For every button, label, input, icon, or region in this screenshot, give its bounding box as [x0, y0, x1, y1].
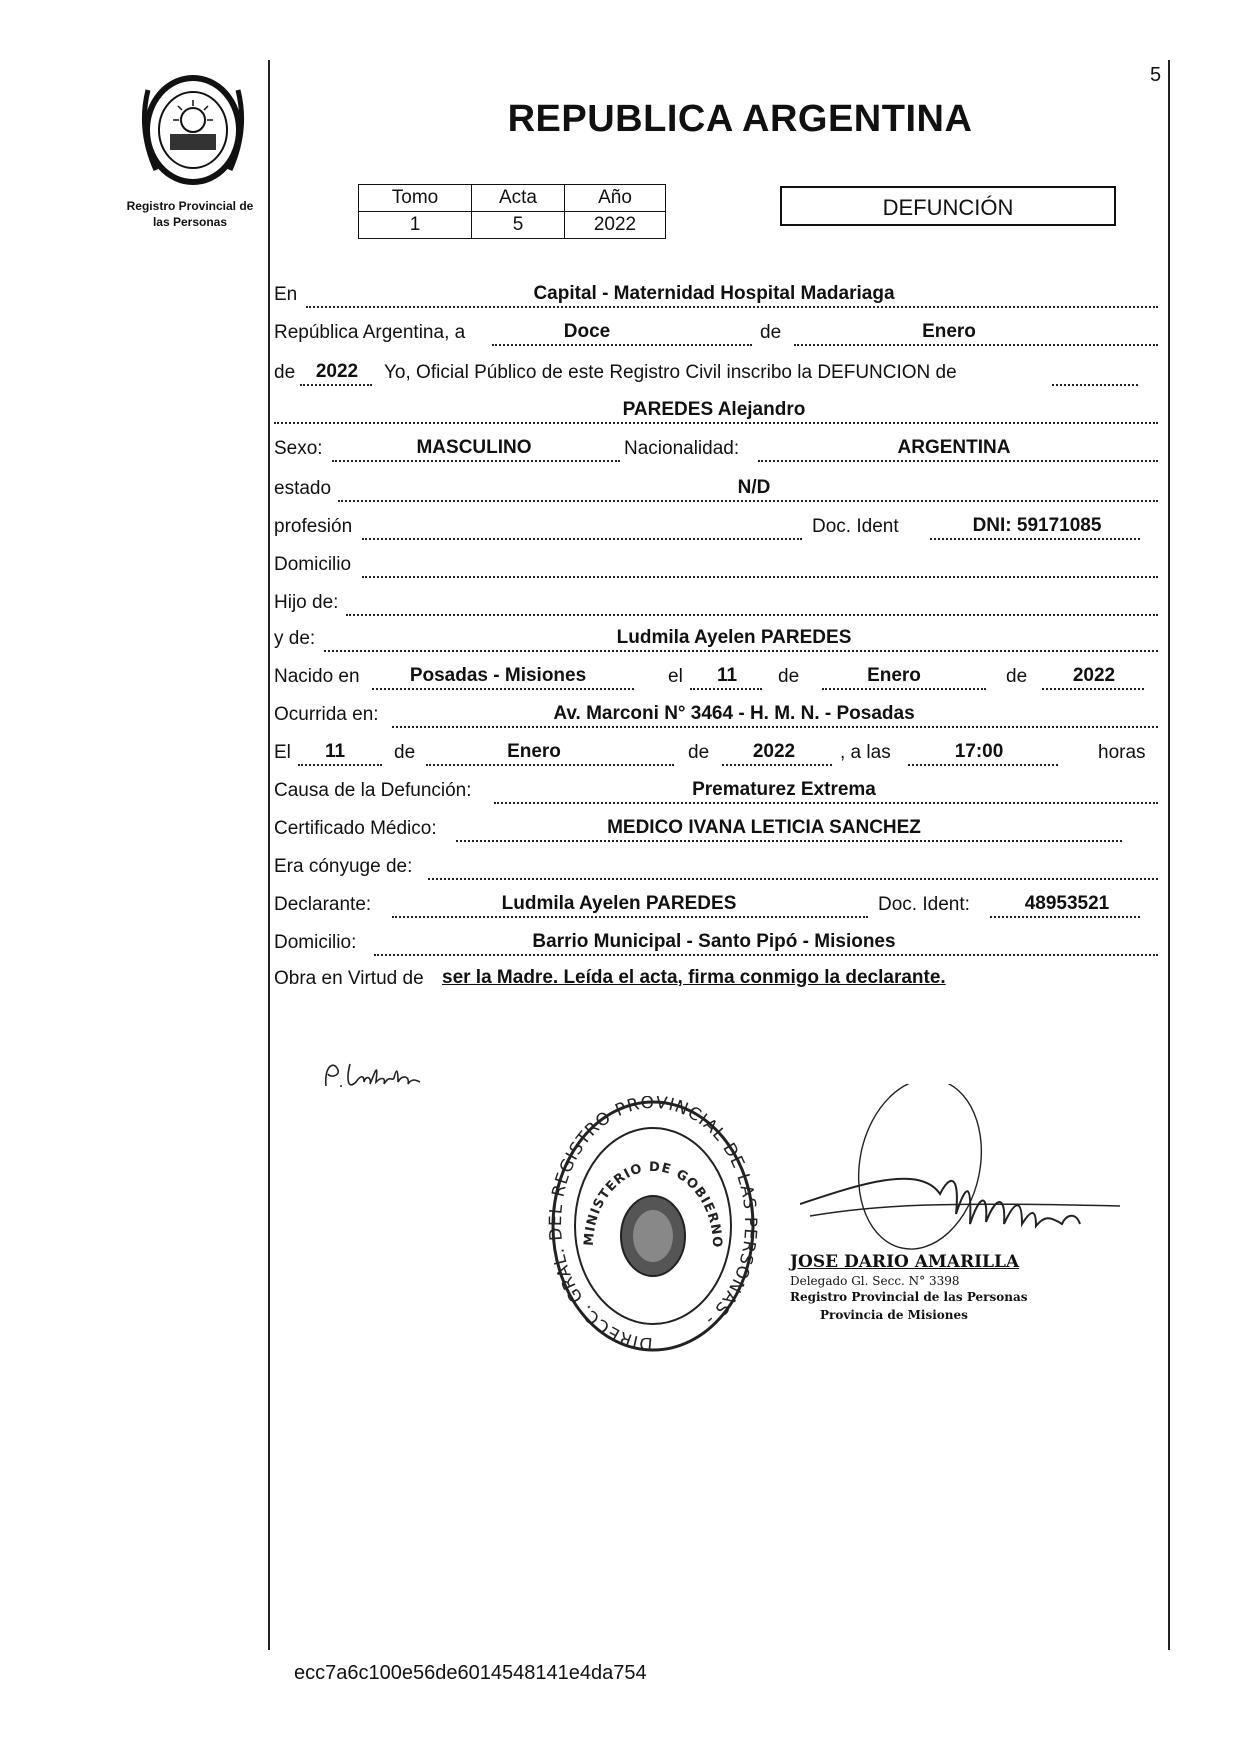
row-fecha	[274, 314, 1160, 350]
registry-logo	[128, 70, 258, 190]
nacido-lugar-value: Posadas - Misiones	[409, 665, 587, 686]
doc2-value: 48953521	[1024, 893, 1110, 914]
el-label: el	[668, 666, 683, 687]
row-certificado	[274, 810, 1160, 846]
obra-value: ser la Madre. Leída el acta, firma conmigo la declarante.	[442, 967, 946, 988]
declarante-value: Ludmila Ayelen PAREDES	[501, 893, 737, 914]
right-margin-line	[1168, 60, 1170, 1650]
def-mes-value: Enero	[507, 741, 561, 762]
sexo-value: MASCULINO	[416, 437, 532, 458]
nacido-label: Nacido en	[274, 666, 360, 687]
doc-ident-label: Doc. Ident	[812, 516, 899, 537]
dia-value: Doce	[563, 321, 611, 342]
a-las-label: , a las	[840, 742, 891, 763]
declarante-signature	[320, 1056, 430, 1101]
tomo-value: 1	[359, 212, 472, 239]
de5-label: de	[394, 742, 416, 763]
dotted-line	[362, 548, 1158, 578]
official-signer-block	[790, 1252, 1120, 1322]
dotted-line	[1052, 356, 1138, 386]
declarante-label: Declarante:	[274, 894, 372, 915]
row-hijo	[274, 584, 1160, 620]
obra-label: Obra en Virtud de	[274, 968, 424, 989]
row-madre	[274, 620, 1160, 656]
mes-value: Enero	[922, 321, 976, 342]
inscribo-text: Yo, Oficial Público de este Registro Civil inscribo la DEFUNCION de	[384, 362, 957, 383]
row-nacimiento	[274, 658, 1160, 694]
def-dia-value: 11	[324, 741, 346, 762]
row-obra	[274, 960, 1160, 996]
tomo-header: Tomo	[359, 185, 472, 212]
nombre-fallecido-value: PAREDES Alejandro	[622, 399, 806, 420]
de4-label: de	[1006, 666, 1028, 687]
de6-label: de	[688, 742, 710, 763]
en-label: En	[274, 284, 298, 305]
nac-dia-value: 11	[716, 665, 738, 686]
domicilio2-value: Barrio Municipal - Santo Pipó - Misiones	[532, 931, 896, 952]
profesion-label: profesión	[274, 516, 353, 537]
republica-label: República Argentina, a	[274, 322, 466, 343]
row-fecha-defuncion	[274, 734, 1160, 770]
act-type-label: DEFUNCIÓN	[882, 195, 1014, 220]
domicilio2-label: Domicilio:	[274, 932, 357, 953]
nac-mes-value: Enero	[867, 665, 921, 686]
row-inscripcion	[274, 354, 1160, 390]
row-ocurrida	[274, 696, 1160, 732]
page-number: 5	[1150, 64, 1162, 86]
de-label: de	[760, 322, 782, 343]
anio-value: 2022	[565, 212, 666, 239]
dotted-line	[428, 850, 1158, 880]
sexo-label: Sexo:	[274, 438, 323, 459]
row-nombre	[274, 392, 1160, 428]
anio-inscripcion-value: 2022	[315, 361, 359, 382]
row-domicilio	[274, 546, 1160, 582]
madre-value: Ludmila Ayelen PAREDES	[616, 627, 852, 648]
row-sexo	[274, 430, 1160, 466]
nac-anio-value: 2022	[1072, 665, 1116, 686]
row-causa	[274, 772, 1160, 808]
row-declarante	[274, 886, 1160, 922]
acta-value: 5	[472, 212, 565, 239]
horas-label: horas	[1098, 742, 1146, 763]
de2-label: de	[274, 362, 296, 383]
certificado-label: Certificado Médico:	[274, 818, 437, 839]
document-hash: ecc7a6c100e56de6014548141e4da754	[294, 1662, 647, 1684]
hijo-label: Hijo de:	[274, 592, 339, 613]
act-type-box	[780, 186, 1116, 226]
logo-caption	[100, 198, 280, 230]
def-hora-value: 17:00	[954, 741, 1004, 762]
causa-value: Prematurez Extrema	[692, 779, 876, 800]
official-province: Provincia de Misiones	[820, 1308, 968, 1322]
official-title: Delegado Gl. Secc. N° 3398	[790, 1274, 960, 1288]
ocurrida-value: Av. Marconi N° 3464 - H. M. N. - Posadas	[553, 703, 915, 724]
official-name: JOSE DARIO AMARILLA	[790, 1252, 1020, 1272]
yde-label: y de:	[274, 628, 316, 649]
row-lugar	[274, 276, 1160, 312]
nacionalidad-label: Nacionalidad:	[624, 438, 740, 459]
left-margin-line	[268, 60, 270, 1650]
nacionalidad-value: ARGENTINA	[897, 437, 1011, 458]
registry-table	[358, 184, 666, 239]
row-estado	[274, 470, 1160, 506]
official-signature	[800, 1084, 1130, 1279]
doc-ident-value: DNI: 59171085	[972, 515, 1102, 536]
official-seal	[548, 1096, 758, 1361]
def-anio-value: 2022	[752, 741, 796, 762]
ocurrida-label: Ocurrida en:	[274, 704, 379, 725]
dotted-line	[346, 586, 1158, 616]
logo-caption-line-1: Registro Provincial de	[126, 199, 254, 213]
row-domicilio-declarante	[274, 924, 1160, 960]
domicilio-label: Domicilio	[274, 554, 352, 575]
row-profesion	[274, 508, 1160, 544]
logo-caption-line-2: las Personas	[152, 215, 228, 229]
doc2-label: Doc. Ident:	[878, 894, 970, 915]
dotted-line	[362, 510, 802, 540]
estado-value: N/D	[737, 477, 771, 498]
de3-label: de	[778, 666, 800, 687]
certificado-value: MEDICO IVANA LETICIA SANCHEZ	[607, 817, 921, 838]
el2-label: El	[274, 742, 291, 763]
page-title: REPUBLICA ARGENTINA	[507, 98, 973, 140]
official-org: Registro Provincial de las Personas	[790, 1290, 1028, 1304]
conyuge-label: Era cónyuge de:	[274, 856, 413, 877]
causa-label: Causa de la Defunción:	[274, 780, 472, 801]
lugar-value: Capital - Maternidad Hospital Madariaga	[533, 283, 895, 304]
row-conyuge	[274, 848, 1160, 884]
anio-header: Año	[565, 185, 666, 212]
estado-label: estado	[274, 478, 332, 499]
acta-header: Acta	[472, 185, 565, 212]
svg-text:MINISTERIO DE GOBIERNO: MINISTERIO DE GOBIERNO	[581, 1159, 725, 1249]
svg-text:DIRECC. GRAL. DEL REGISTRO PRO: DIRECC. GRAL. D L REGISTRO PROVINCIAL DE LAS ERSONAS -	[548, 1096, 758, 1354]
